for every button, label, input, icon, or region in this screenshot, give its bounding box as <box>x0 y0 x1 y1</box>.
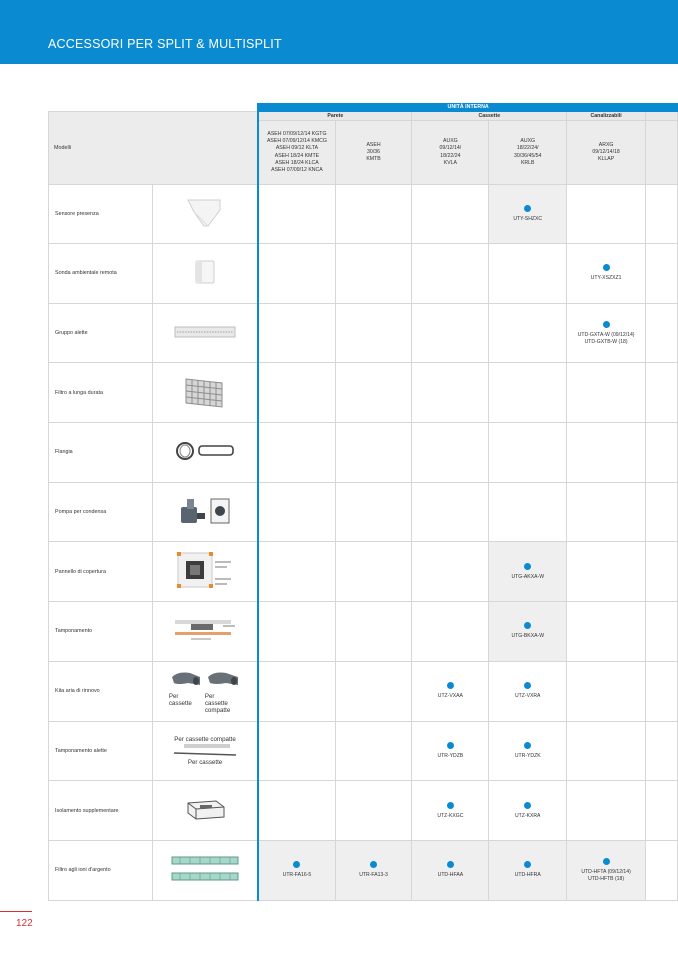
compatibility-cell <box>412 482 489 542</box>
compatibility-cell <box>567 482 646 542</box>
condensate-pump-image <box>152 482 258 542</box>
compatibility-cell <box>412 661 489 721</box>
compatibility-cell <box>335 542 412 602</box>
compatibility-cell <box>567 721 646 781</box>
table-row <box>49 602 678 662</box>
model-line: KLLAP <box>598 156 615 163</box>
compatible-dot-icon <box>603 321 610 328</box>
accessory-code: UTD-HFRA <box>514 872 541 879</box>
extra-column-cell <box>646 482 678 542</box>
model-line: 18/22/24 <box>440 152 461 159</box>
accessory-label: Pompa per condensa <box>49 482 153 542</box>
extra-column-cell <box>646 721 678 781</box>
model-line: ASEH 07/09/12 KNCA <box>271 166 323 173</box>
accessory-code: UTR-FA13-3 <box>359 872 388 879</box>
accessory-code: UTD-HFTB (18) <box>588 875 625 882</box>
compatibility-cell <box>489 781 567 841</box>
accessory-code: UTG-AKXA-W <box>511 573 544 580</box>
compatibility-cell <box>335 363 412 423</box>
compatibility-cell <box>489 840 567 900</box>
accessory-code: UTZ-VXAA <box>437 693 463 700</box>
page-title: ACCESSORI PER SPLIT & MULTISPLIT <box>48 37 282 51</box>
compatibility-cell <box>258 185 335 244</box>
fresh-air-kit-image <box>152 661 258 721</box>
modelli-label: Modelli <box>49 112 259 185</box>
compatible-dot-icon <box>524 682 531 689</box>
table-row <box>49 661 678 721</box>
model-line: ASEH 18/24 KMTE <box>274 152 320 159</box>
extra-column-cell <box>646 781 678 841</box>
table-row <box>49 303 678 363</box>
compatibility-cell <box>412 363 489 423</box>
table-row <box>49 781 678 841</box>
model-line: KRLB <box>520 159 535 166</box>
accessory-label: Gruppo alette <box>49 303 153 363</box>
compatibility-cell <box>258 303 335 363</box>
extra-column-cell <box>646 244 678 304</box>
accessory-code: UTD-GXTA-W (09/12/14) <box>577 331 635 338</box>
model-header-3 <box>412 121 489 185</box>
compatibility-cell <box>335 482 412 542</box>
compatibility-cell <box>412 542 489 602</box>
compatibility-cell <box>258 363 335 423</box>
compatibility-cell <box>335 602 412 662</box>
compatible-dot-icon <box>370 861 377 868</box>
model-line: ASEH 07/09/12/14 KGTG <box>267 130 327 137</box>
table-row <box>49 363 678 423</box>
compatibility-cell <box>567 423 646 483</box>
image-caption: Per cassette compatte <box>204 692 231 714</box>
table-row <box>49 185 678 244</box>
model-line: 09/12/14/18 <box>592 148 620 155</box>
compatibility-cell <box>412 721 489 781</box>
accessory-label: Tamponamento alette <box>49 721 153 781</box>
accessory-code: UTZ-VXRA <box>514 693 541 700</box>
compatibility-cell <box>335 423 412 483</box>
insulation-image <box>152 781 258 841</box>
extra-column-cell <box>646 185 678 244</box>
model-line: ASEH 18/24 KLCA <box>275 159 319 166</box>
compatibility-cell <box>258 244 335 304</box>
compatibility-cell <box>489 363 567 423</box>
blank-corner <box>49 104 259 112</box>
compatibility-cell <box>412 244 489 304</box>
extra-column-cell <box>646 542 678 602</box>
accessory-label: Isolamento supplementare <box>49 781 153 841</box>
accessory-code: UTG-BKXA-W <box>511 633 544 640</box>
compatible-dot-icon <box>524 563 531 570</box>
extra-column-cell <box>646 661 678 721</box>
louver-blank-image <box>152 721 258 781</box>
extra-column-cell <box>646 840 678 900</box>
image-caption: Per cassette <box>187 758 223 766</box>
compatible-dot-icon <box>447 742 454 749</box>
compatibility-cell <box>489 721 567 781</box>
compatibility-cell <box>335 661 412 721</box>
compatibility-cell <box>258 542 335 602</box>
compatibility-cell <box>258 781 335 841</box>
model-line: 30/36/45/54 <box>514 152 542 159</box>
compatibility-cell <box>335 185 412 244</box>
model-line: AUXG <box>520 138 536 145</box>
model-line: ASEH 09/12 KLTA <box>275 145 319 152</box>
accessory-label: Filtro a lunga durata <box>49 363 153 423</box>
model-header-5 <box>567 121 646 185</box>
panel-spacer-image <box>152 602 258 662</box>
compatible-dot-icon <box>524 742 531 749</box>
model-line: ASEH 07/09/12/14 KMCG <box>266 138 327 145</box>
compatibility-cell <box>489 661 567 721</box>
accessory-code: UTR-YDZK <box>514 752 541 759</box>
accessory-label: Flangia <box>49 423 153 483</box>
compatible-dot-icon <box>447 802 454 809</box>
compatibility-cell <box>258 661 335 721</box>
compatibility-cell <box>489 303 567 363</box>
compatibility-cell <box>567 303 646 363</box>
page-number-rule <box>0 911 32 912</box>
page-number: 122 <box>16 918 33 929</box>
compatible-dot-icon <box>603 858 610 865</box>
compatible-dot-icon <box>524 622 531 629</box>
compatibility-cell <box>567 602 646 662</box>
group-cassette: Cassette <box>412 112 567 121</box>
compatibility-cell <box>567 185 646 244</box>
table-row <box>49 244 678 304</box>
image-caption: Per cassette <box>168 692 192 707</box>
accessory-code: UTR-YDZB <box>437 752 464 759</box>
compatibility-cell <box>567 781 646 841</box>
accessory-code: UTZ-KXGC <box>437 812 464 819</box>
remote-sensor-image <box>152 244 258 304</box>
accessory-label: Tamponamento <box>49 602 153 662</box>
group-parete: Parete <box>258 112 412 121</box>
model-header-4 <box>489 121 567 185</box>
model-line: KVLA <box>443 159 457 166</box>
compatibility-cell <box>412 303 489 363</box>
accessory-code: UTY-SHZXC <box>513 216 543 222</box>
accessory-label: Kita aria di rinnovo <box>49 661 153 721</box>
model-line: 18/22/24/ <box>516 145 539 152</box>
extra-column-cell <box>646 363 678 423</box>
compatibility-cell <box>412 185 489 244</box>
compatibility-cell <box>567 363 646 423</box>
image-caption: Per cassette compatte <box>174 735 236 743</box>
compatibility-cell <box>412 423 489 483</box>
compatibility-cell <box>567 244 646 304</box>
model-line: 09/12/14/ <box>439 145 462 152</box>
accessory-code: UTD-HFTA (09/12/14) <box>581 868 631 875</box>
model-header-extra <box>646 121 678 185</box>
compatibility-cell <box>335 781 412 841</box>
compatibility-cell <box>258 482 335 542</box>
compatible-dot-icon <box>447 682 454 689</box>
accessory-label: Sonda ambientale remota <box>49 244 153 304</box>
model-line: KMTB <box>366 156 381 163</box>
model-header-2 <box>335 121 412 185</box>
compatible-dot-icon <box>524 802 531 809</box>
extra-column-cell <box>646 423 678 483</box>
table-row <box>49 482 678 542</box>
flange-image <box>152 423 258 483</box>
compatibility-cell <box>489 482 567 542</box>
accessory-code: UTD-HFAA <box>437 872 464 879</box>
extra-column-cell <box>646 303 678 363</box>
compatibility-cell <box>258 840 335 900</box>
compatibility-cell <box>567 661 646 721</box>
compatibility-cell <box>335 303 412 363</box>
accessories-table <box>48 103 678 901</box>
model-line: ASEH <box>366 141 381 148</box>
compatibility-cell <box>489 602 567 662</box>
model-line: 30/36 <box>367 148 381 155</box>
table-row <box>49 542 678 602</box>
cover-panel-image <box>152 542 258 602</box>
compatibility-cell <box>335 840 412 900</box>
model-header-1 <box>258 121 335 185</box>
compatibility-cell <box>335 721 412 781</box>
compatibility-cell <box>489 542 567 602</box>
presence-sensor-image <box>152 185 258 244</box>
group-extra <box>646 112 678 121</box>
compatibility-cell <box>412 840 489 900</box>
accessory-code: UTR-FA16-5 <box>282 872 312 879</box>
compatibility-cell <box>258 721 335 781</box>
compatibility-cell <box>258 423 335 483</box>
unita-interna-header: UNITÀ INTERNA <box>258 104 677 112</box>
compatibility-cell <box>567 542 646 602</box>
accessory-code: UTY-XSZXZ1 <box>590 275 622 282</box>
extra-column-cell <box>646 602 678 662</box>
compatible-dot-icon <box>524 861 531 868</box>
compatible-dot-icon <box>524 205 531 212</box>
compatibility-cell <box>412 602 489 662</box>
compatibility-cell <box>567 840 646 900</box>
compatible-dot-icon <box>603 264 610 271</box>
compatibility-cell <box>412 781 489 841</box>
compatible-dot-icon <box>293 861 300 868</box>
compatibility-cell <box>489 185 567 244</box>
accessory-label: Pannello di copertura <box>49 542 153 602</box>
accessory-code: UTD-GXTB-W (18) <box>584 338 628 345</box>
accessory-code: UTZ-KXRA <box>514 812 541 819</box>
compatibility-cell <box>489 244 567 304</box>
model-line: AUXG <box>443 138 458 145</box>
group-canalizzabili: Canalizzabili <box>567 112 646 121</box>
accessory-label: Filtro agli ioni d'argento <box>49 840 153 900</box>
compatibility-cell <box>489 423 567 483</box>
long-life-filter-image <box>152 363 258 423</box>
model-line: ARXG <box>598 141 614 148</box>
compatibility-cell <box>335 244 412 304</box>
table-row <box>49 840 678 900</box>
header-banner <box>0 0 678 64</box>
table-row <box>49 423 678 483</box>
louver-group-image <box>152 303 258 363</box>
compatibility-cell <box>258 602 335 662</box>
silver-ion-filter-image <box>152 840 258 900</box>
compatible-dot-icon <box>447 861 454 868</box>
accessory-label: Sensore presenza <box>49 185 153 244</box>
table-row <box>49 721 678 781</box>
